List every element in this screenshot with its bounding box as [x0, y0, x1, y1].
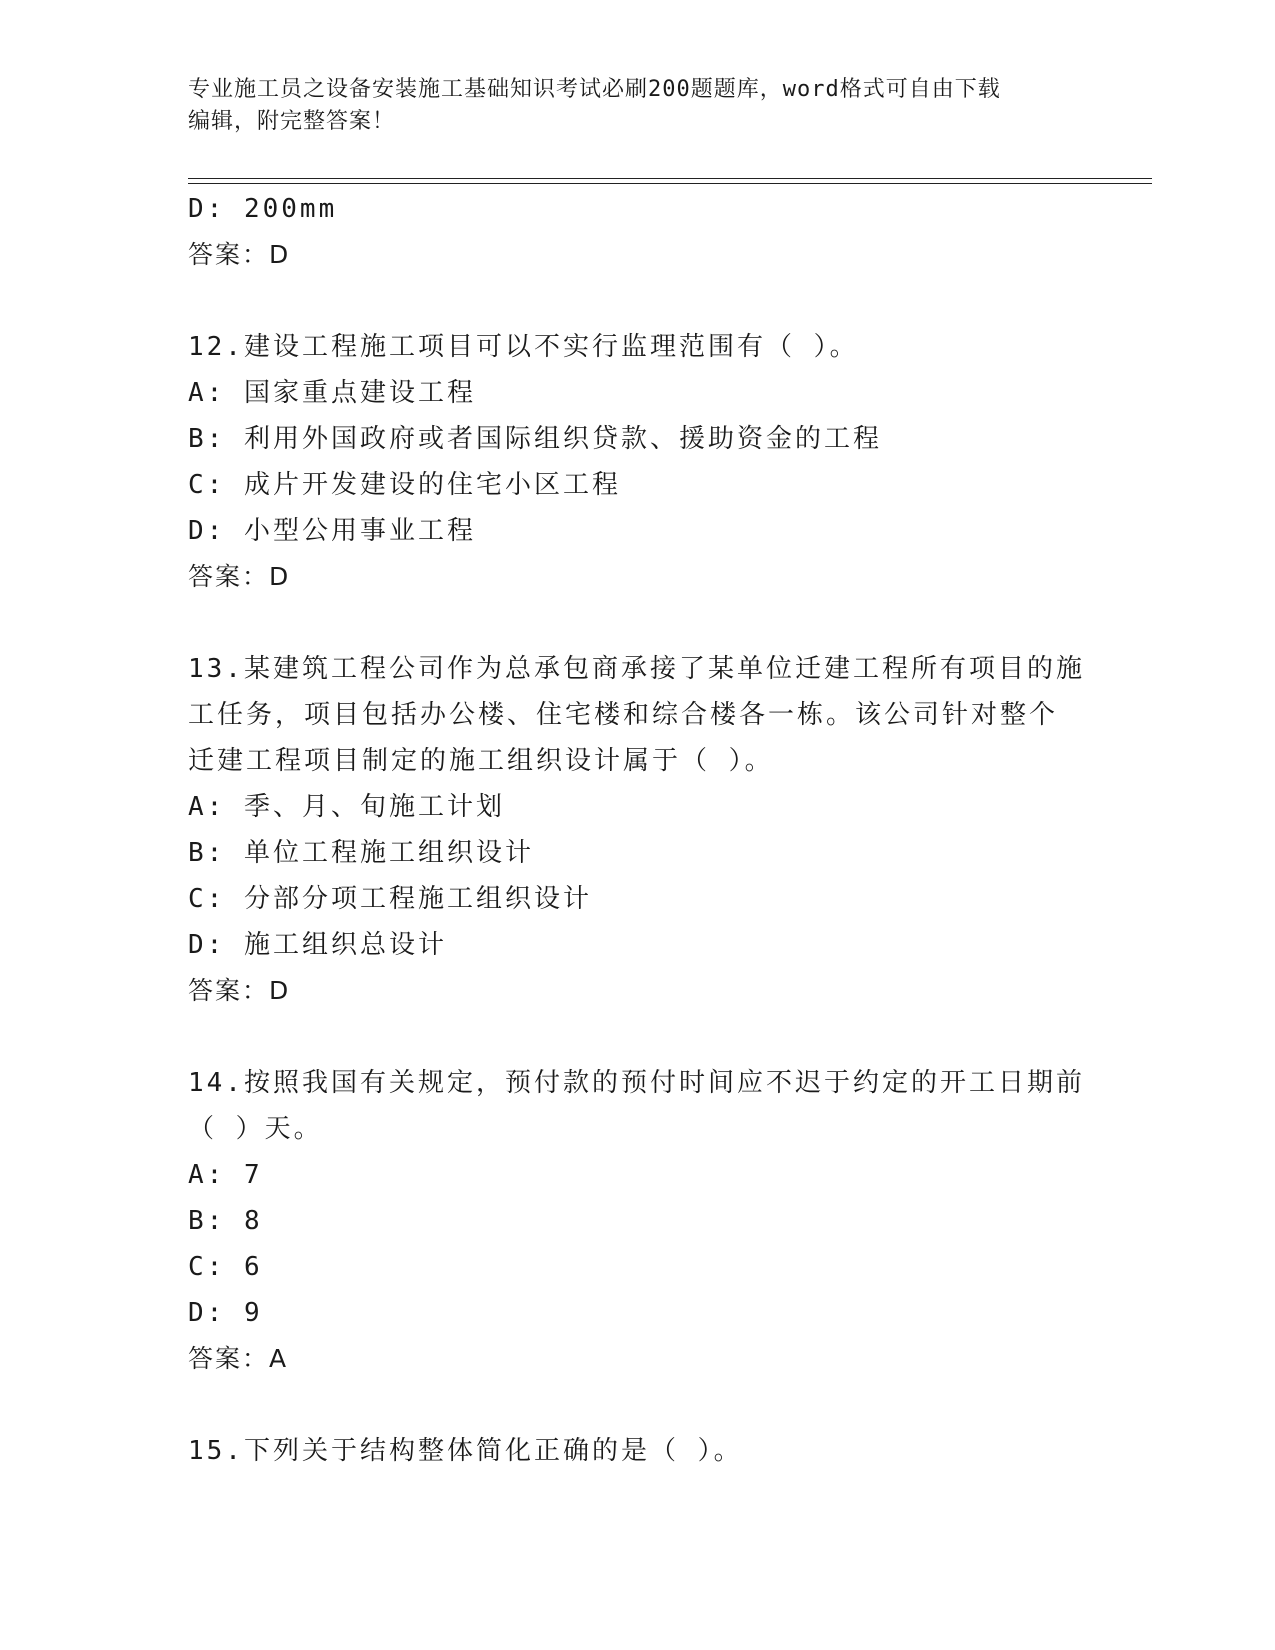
spacer — [188, 1382, 1088, 1428]
header-divider-bottom — [188, 183, 1152, 184]
q14-question-line-2: （ ）天。 — [188, 1114, 323, 1144]
header-line-2: 编辑，附完整答案！ — [188, 109, 396, 134]
q13-option-d: D: 施工组织总设计 — [188, 930, 447, 960]
q12-option-c: C: 成片开发建设的住宅小区工程 — [188, 470, 621, 500]
spacer — [188, 600, 1088, 646]
q13-option-a: A: 季、月、旬施工计划 — [188, 792, 505, 822]
q12-option-b: B: 利用外国政府或者国际组织贷款、援助资金的工程 — [188, 424, 882, 454]
q14-question-line-1: 14.按照我国有关规定，预付款的预付时间应不迟于约定的开工日期前 — [188, 1068, 1085, 1098]
q15-question: 15.下列关于结构整体简化正确的是（ ）。 — [188, 1436, 743, 1466]
q13-question-line-1: 13.某建筑工程公司作为总承包商承接了某单位迁建工程所有项目的施 — [188, 654, 1085, 684]
document-body — [188, 186, 1088, 1474]
document-header — [188, 74, 1088, 138]
q13-answer: 答案：D — [188, 976, 291, 1005]
spacer — [188, 278, 1088, 324]
q13-option-b: B: 单位工程施工组织设计 — [188, 838, 534, 868]
q12-answer: 答案：D — [188, 562, 291, 591]
prev-answer: 答案：D — [188, 240, 291, 269]
q14-answer: 答案：A — [188, 1344, 289, 1373]
q14-option-c: C: 6 — [188, 1252, 263, 1282]
q12-option-a: A: 国家重点建设工程 — [188, 378, 476, 408]
q12-option-d: D: 小型公用事业工程 — [188, 516, 476, 546]
header-divider-top — [188, 178, 1152, 179]
q13-option-c: C: 分部分项工程施工组织设计 — [188, 884, 592, 914]
q14-option-a: A: 7 — [188, 1160, 263, 1190]
prev-option-d: D: 200mm — [188, 194, 338, 224]
q14-option-d: D: 9 — [188, 1298, 263, 1328]
q14-option-b: B: 8 — [188, 1206, 263, 1236]
q13-question-line-3: 迁建工程项目制定的施工组织设计属于（ ）。 — [188, 746, 774, 776]
q13-question-line-2: 工任务，项目包括办公楼、住宅楼和综合楼各一栋。该公司针对整个 — [188, 700, 1059, 730]
q12-question: 12.建设工程施工项目可以不实行监理范围有（ ）。 — [188, 332, 859, 362]
header-line-1: 专业施工员之设备安装施工基础知识考试必刷200题题库，word格式可自由下载 — [188, 77, 1001, 102]
spacer — [188, 1014, 1088, 1060]
